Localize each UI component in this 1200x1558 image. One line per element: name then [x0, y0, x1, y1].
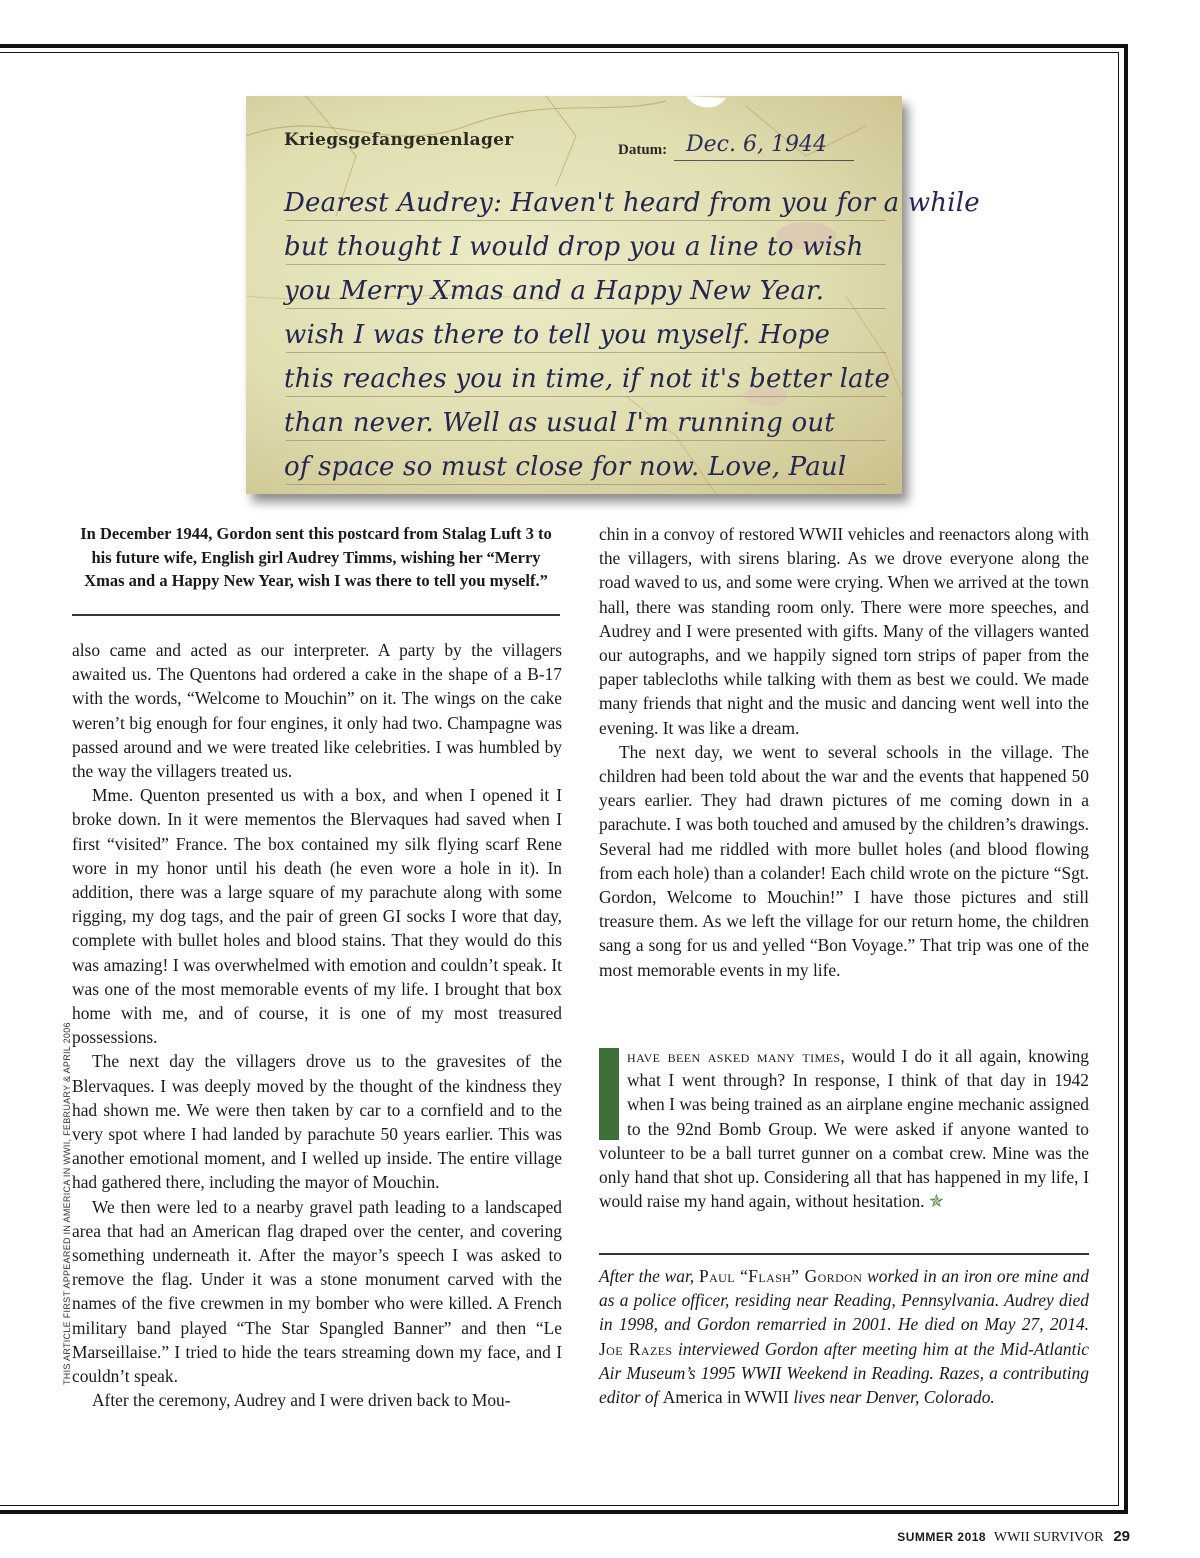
paragraph: We then were led to a nearby gravel path leading to a landscaped area that had an American flag draped over the center, and covering something underneath it. After the mayor’s speech I was asked to remove the flag. Under it was a stone monument carved with the names of the five crewmen in my bomber who were killed. A French military band played “The Star Spangled Banner” and then “Le Marseillaise.” I tried to hide the tears streaming down my face, and I couldn’t speak. [72, 1196, 562, 1387]
bio-author-name: Joe Razes [599, 1338, 673, 1359]
postcard-handwriting-line: of space so must close for now. Love, Paul [284, 452, 847, 482]
postcard-rule [286, 440, 886, 441]
paragraph: Mme. Quenton presented us with a box, and when I opened it I broke down. In it were mementos the Blervaques had saved when I first “visited” France. The box contained my silk flying scarf Rene wore in my honor until his death (he even wore a hole in it). In addition, there was a large square of my parachute along with some rigging, my dog tags, and the pair of green GI socks I wore that day, complete with bullet holes and blood stains. That they would do this was amazing! I was overwhelmed with emotion and couldn’t speak. It was one of the most memorable events of my life. I brought that box home with me, and of course, it is one of my most treasured possessions. [72, 785, 562, 1048]
postcard-handwriting-line: wish I was there to tell you myself. Hope [284, 320, 831, 350]
postcard-handwriting-line: Dearest Audrey: Haven't heard from you for a while [284, 188, 980, 218]
bio-text: After the war, [599, 1266, 695, 1286]
photo-caption: In December 1944, Gordon sent this postcard from Stalag Luft 3 to his future wife, English girl Audrey Timms, wishing her “Merry Xmas and a Happy New Year, wish I was there to tell you myself.” [80, 524, 552, 590]
postcard-rule [286, 220, 886, 221]
postcard-date-label: Datum: [618, 142, 668, 158]
postcard-rule [286, 396, 886, 397]
postcard-header: Kriegsgefangenenlager [284, 130, 514, 150]
paragraph: After the ceremony, Audrey and I were driven back to Mou- [92, 1390, 511, 1411]
first-appeared-note: THIS ARTICLE FIRST APPEARED IN AMERICA IN WWII, FEBRUARY & APRIL 2006 [62, 1022, 72, 1385]
author-bio [599, 1264, 1089, 1409]
bio-magazine-name: America in WWII [662, 1387, 789, 1408]
paragraph: The next day the villagers drove us to the gravesites of the Blervaques. I was deeply moved by the thought of the kindness they had shown me. We were then taken by car to a cornfield and to the very spot where I had landed by parachute 50 years earlier. This was another emotional moment, and I welled up inside. The entire village had gathered there, including the mayor of Mouchin. [72, 1051, 562, 1193]
postcard-handwriting-line: this reaches you in time, if not it's better late [284, 364, 891, 394]
postcard-date-value: Dec. 6, 1944 [686, 132, 827, 157]
bio-text: lives near Denver, Colorado. [793, 1387, 995, 1408]
bio-text: worked in an iron ore mine and as a police officer, residing near Reading, Pennsylvania. Audrey died in 1998, and Gordon remarried in 2001. He died on May 27, 2014. [599, 1266, 1089, 1335]
paragraph: chin in a convoy of restored WWII vehicles and reenactors along with the villagers, with sirens blaring. As we drove everyone along the road waved to us, and some were crying. When we arrived at the town hall, there was standing room only. There were more speeches, and Audrey and I were presented with gifts. Many of the villagers wanted our autographs, and we happily signed torn strips of paper from the paper tablecloths while talking with them as best we could. We made many friends that night and the music and dancing went well into the evening. It was like a dream. [599, 524, 1089, 738]
dropcap-bar [599, 1048, 619, 1140]
closing-text: , would I do it all again, knowing what I went through? In response, I think of that day in 1942 when I was being trained as an airplane engine mechanic assigned to the 92nd Bomb Group. We were asked if anyone wanted to volunteer to be a ball turret gunner on a combat crew. Mine was the only hand that shot up. Considering all that has happened in my life, I would raise my hand again, without hesitation. [599, 1046, 1089, 1212]
page-number: 29 [1113, 1528, 1130, 1545]
postcard-handwriting-line: you Merry Xmas and a Happy New Year. [284, 276, 825, 306]
postcard-rule [286, 308, 886, 309]
end-mark-star-icon: ✯ [928, 1191, 944, 1212]
postcard-rule [286, 264, 886, 265]
footer-season: SUMMER 2018 [897, 1530, 987, 1544]
postcard-image [246, 96, 980, 494]
footer-magazine: WWII SURVIVOR [993, 1530, 1104, 1545]
caption-rule [72, 614, 560, 616]
closing-paragraph [599, 1044, 1089, 1213]
postcard-date-line [674, 160, 854, 161]
bio-subject-name: Paul “Flash” Gordon [699, 1266, 863, 1286]
postcard-handwriting-line: but thought I would drop you a line to wish [284, 232, 864, 262]
postcard-rule [286, 352, 886, 353]
bio-text: interviewed Gordon after meeting him at the Mid-Atlantic Air Museum’s 1995 WWII Weekend in Reading. Razes, a contributing editor of [599, 1338, 1089, 1408]
bio-rule [599, 1253, 1089, 1255]
postcard-rule [286, 484, 886, 485]
lead-in-smallcaps: have been asked many times [627, 1046, 841, 1066]
postcard-handwriting-line: than never. Well as usual I'm running out [284, 408, 835, 438]
paragraph: also came and acted as our interpreter. A party by the villagers awaited us. The Quentons had ordered a cake in the shape of a B-17 with the words, “Welcome to Mouchin” on it. The wings on the cake weren’t big enough for four engines, it only had two. Champagne was passed around and we were treated like celebrities. I was humbled by the way the villagers treated us. [72, 640, 562, 782]
left-column [72, 638, 562, 1413]
paragraph: The next day, we went to several schools in the village. The children had been told about the war and the events that happened 50 years earlier. They had drawn pictures of me coming down in a parachute. I was both touched and amused by the children’s drawings. Several had me riddled with more bullet holes (and blood flowing from each hole) than a colander! Each child wrote on the picture “Sgt. Gordon, Welcome to Mouchin!” I have those pictures and still treasure them. As we left the village for our return home, the children sang a song for us and yelled “Bon Voyage.” That trip was one of the most memorable events in my life. [599, 741, 1089, 980]
right-column [599, 522, 1089, 982]
page-footer [897, 1528, 1130, 1546]
